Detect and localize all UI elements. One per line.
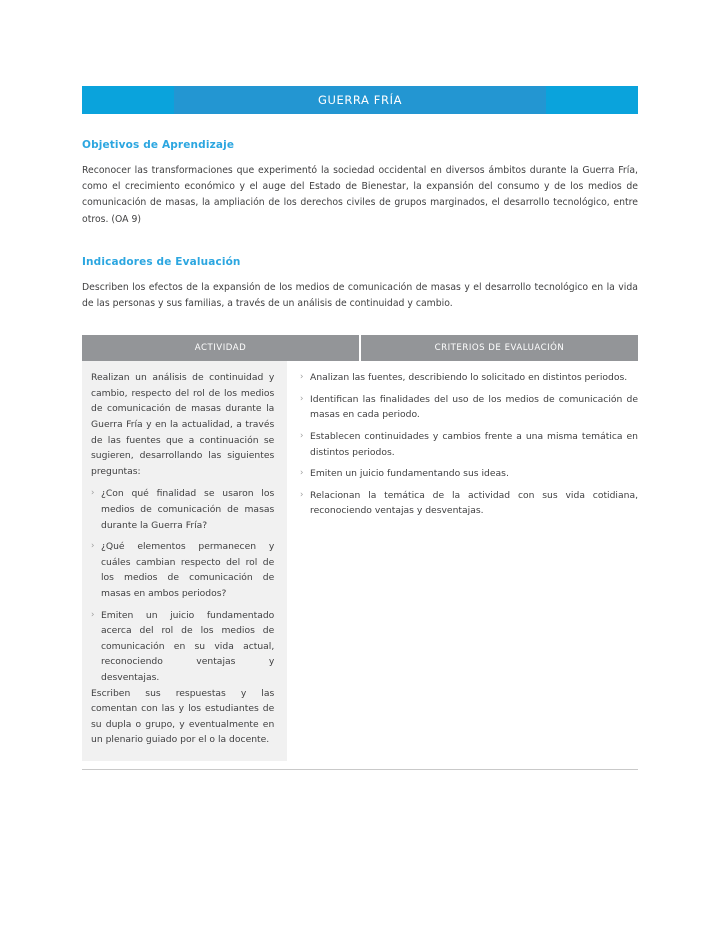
list-item [300, 392, 638, 423]
list-item-label: Relacionan la temática de la actividad con sus vida cotidiana, reconociendo ventajas y desventajas. [310, 489, 638, 517]
chevron-right-icon: › [91, 488, 95, 499]
criteria-list [300, 370, 638, 519]
activity-table [82, 335, 638, 770]
indicadores-text: Describen los efectos de la expansión de los medios de comunicación de masas y el desarrollo tecnológico en la vida de las personas y sus familias, a través de un análisis de continuidad y cambio. [82, 281, 638, 310]
list-item [300, 370, 638, 386]
chevron-right-icon: › [300, 393, 304, 404]
title-band [82, 86, 638, 114]
list-item-label: Identifican las finalidades del uso de los medios de comunicación de masas en cada periodo. [310, 393, 638, 421]
document-title: GUERRA FRÍA [317, 93, 403, 107]
activity-closing-text: Escriben sus respuestas y las comentan con las y los estudiantes de su dupla o grupo, y eventualmente en un plenario guiado por el o la docente. [91, 687, 275, 746]
chevron-right-icon: › [300, 431, 304, 441]
table-cell-criteria [293, 361, 638, 761]
chevron-right-icon: › [91, 609, 95, 620]
list-item [91, 608, 274, 686]
indicadores-heading: Indicadores de Evaluación [82, 255, 241, 268]
activity-intro-text: Realizan un análisis de continuidad y cambio, respecto del rol de los medios de comunicación de masas durante la Guerra Fría y en la actualidad, a través de las fuentes que a continuación se sugieren, desarrollando las siguientes preguntas: [91, 372, 275, 477]
list-item-label: ¿Con qué finalidad se usaron los medios de comunicación de masas durante la Guerra Fría? [101, 488, 275, 531]
list-item-label: Emiten un juicio fundamentado acerca del rol de los medios de comunicación en su vida actual, reconociendo ventajas y desventajas. [101, 609, 275, 683]
list-item [300, 429, 638, 460]
title-band-right-segment [546, 86, 638, 114]
objetivos-text: Reconocer las transformaciones que experimentó la sociedad occidental en diversos ámbitos durante la Guerra Fría, como el crecimiento económico y el auge del Estado de Bienestar, la expansión del consumo y de los medios de comunicación de masas, la ampliación de los derechos civiles de grupos marginados, el desarrollo tecnológico, entre otros. (OA 9) [82, 165, 638, 225]
table-body-row [82, 361, 638, 761]
list-item-label: Emiten un juicio fundamentando sus ideas. [310, 468, 509, 480]
title-band-left-segment [82, 86, 174, 114]
table-header-row [82, 335, 638, 361]
chevron-right-icon: › [91, 541, 95, 552]
list-item [300, 466, 638, 482]
list-item-label: Analizan las fuentes, describiendo lo solicitado en distintos periodos. [310, 372, 628, 384]
table-cell-activity [82, 361, 287, 761]
table-header-criteria: CRITERIOS DE EVALUACIÓN [361, 335, 638, 361]
page-content [82, 86, 638, 770]
table-header-activity: ACTIVIDAD [82, 335, 359, 361]
list-item [300, 488, 638, 519]
title-band-center-segment [174, 86, 546, 114]
chevron-right-icon: › [300, 489, 304, 500]
list-item-label: Establecen continuidades y cambios frente a una misma temática en distintos periodos. [310, 431, 638, 458]
list-item [91, 539, 274, 601]
list-item [91, 486, 274, 533]
objetivos-heading: Objetivos de Aprendizaje [82, 139, 235, 151]
activity-question-list [91, 486, 274, 685]
list-item-label: ¿Qué elementos permanecen y cuáles cambian respecto del rol de los medios de comunicación de masas en ambos periodos? [101, 541, 275, 599]
chevron-right-icon: › [300, 468, 304, 479]
table-bottom-rule [82, 769, 638, 770]
chevron-right-icon: › [300, 372, 304, 383]
